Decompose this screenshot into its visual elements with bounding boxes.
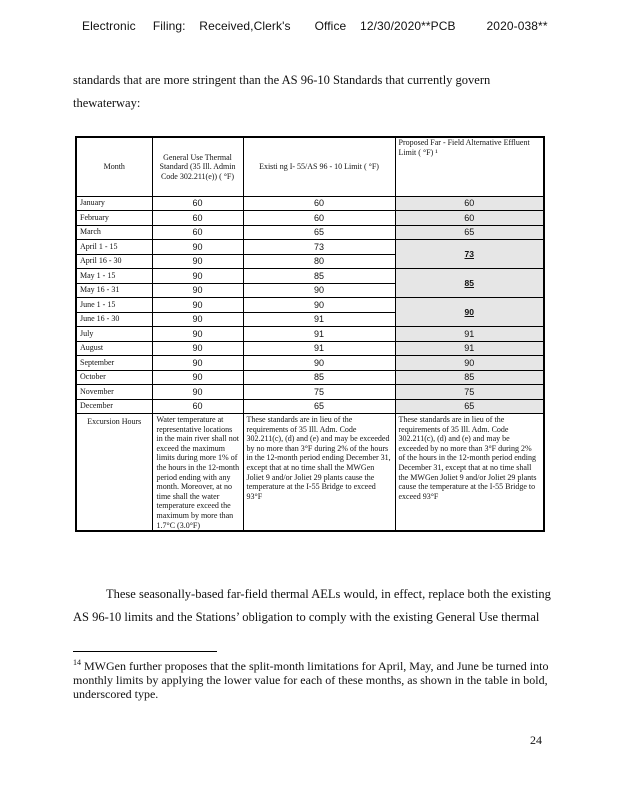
month-cell: November xyxy=(76,385,152,400)
month-cell: September xyxy=(76,356,152,371)
paragraph-top: standards that are more stringent than the AS 96-10 Standards that currently govern thewaterway: xyxy=(73,73,491,110)
header-general-use: General Use Thermal Standard (35 Ill. Admin Code 302.211(e)) ( °F) xyxy=(152,137,243,196)
proposed-cell: 75 xyxy=(395,385,544,400)
general-use-cell: 90 xyxy=(152,269,243,284)
table-row xyxy=(76,356,544,371)
general-use-cell: 90 xyxy=(152,283,243,298)
existing-cell: 85 xyxy=(243,269,395,284)
excursion-row xyxy=(76,414,544,532)
general-use-cell: 90 xyxy=(152,254,243,269)
month-cell: May 16 - 31 xyxy=(76,283,152,298)
table-row xyxy=(76,327,544,342)
footnote-text: MWGen further proposes that the split-month limitations for April, May, and June be turned into monthly limits by applying the lower value for each of these months, as shown in the table in bold, underscored type. xyxy=(73,659,549,701)
month-cell: May 1 - 15 xyxy=(76,269,152,284)
proposed-cell: 91 xyxy=(395,327,544,342)
table-row xyxy=(76,298,544,313)
existing-cell: 65 xyxy=(243,399,395,414)
general-use-cell: 60 xyxy=(152,211,243,226)
table-row xyxy=(76,240,544,255)
general-use-cell: 90 xyxy=(152,312,243,327)
header-month: Month xyxy=(76,137,152,196)
proposed-cell-june: 90 xyxy=(395,298,544,327)
existing-cell: 60 xyxy=(243,196,395,211)
existing-cell: 85 xyxy=(243,370,395,385)
proposed-cell-may: 85 xyxy=(395,269,544,298)
general-use-cell: 90 xyxy=(152,341,243,356)
general-use-cell: 90 xyxy=(152,370,243,385)
existing-cell: 91 xyxy=(243,327,395,342)
month-cell: January xyxy=(76,196,152,211)
month-cell: March xyxy=(76,225,152,240)
general-use-cell: 90 xyxy=(152,356,243,371)
proposed-cell: 90 xyxy=(395,356,544,371)
proposed-cell: 91 xyxy=(395,341,544,356)
month-cell: June 16 - 30 xyxy=(76,312,152,327)
general-use-cell: 60 xyxy=(152,225,243,240)
proposed-cell: 85 xyxy=(395,370,544,385)
excursion-general-use: Water temperature at representative locations in the main river shall not exceed the maximum limits during more 1% of the hours in the 12-month period ending with any month. Moreover, at no time shall the water temperature exceed the maximum by more than 1.7°C (3.0°F) xyxy=(152,414,243,532)
general-use-cell: 90 xyxy=(152,240,243,255)
proposed-cell: 60 xyxy=(395,196,544,211)
header-proposed: Proposed Far - Field Alternative Effluent Limit ( °F) ¹ xyxy=(395,137,544,196)
table-row xyxy=(76,341,544,356)
header-existing: Existi ng I- 55/AS 96 - 10 Limit ( °F) xyxy=(243,137,395,196)
table-row xyxy=(76,385,544,400)
excursion-label: Excursion Hours xyxy=(76,414,152,532)
month-cell: April 1 - 15 xyxy=(76,240,152,255)
month-cell: October xyxy=(76,370,152,385)
existing-cell: 91 xyxy=(243,312,395,327)
general-use-cell: 90 xyxy=(152,385,243,400)
existing-cell: 65 xyxy=(243,225,395,240)
existing-cell: 60 xyxy=(243,211,395,226)
existing-cell: 75 xyxy=(243,385,395,400)
general-use-cell: 90 xyxy=(152,298,243,313)
existing-cell: 80 xyxy=(243,254,395,269)
table-header-row xyxy=(76,137,544,196)
existing-cell: 90 xyxy=(243,298,395,313)
paragraph-bottom: These seasonally-based far-field thermal AELs would, in effect, replace both the existing AS 96-10 limits and the Stations’ obligation to comply with the existing General Use thermal xyxy=(73,587,551,624)
table-row xyxy=(76,196,544,211)
table-row xyxy=(76,399,544,414)
proposed-cell: 65 xyxy=(395,399,544,414)
filing-header: Electronic Filing: Received,Clerk's Office 12/30/2020**PCB 2020-038** xyxy=(82,19,548,33)
month-cell: August xyxy=(76,341,152,356)
excursion-proposed: These standards are in lieu of the requirements of 35 Ill. Adm. Code 302.211(c), (d) and (e) and may be exceeded by no more than 3°F during 2% of the hours in the 12-month period ending December 31, except that at no time shall the MWGen Joliet 9 and/or Joliet 29 plants cause the temperature at the I-55 Bridge to exceed 93°F xyxy=(395,414,544,532)
general-use-cell: 60 xyxy=(152,399,243,414)
month-cell: February xyxy=(76,211,152,226)
general-use-cell: 60 xyxy=(152,196,243,211)
existing-cell: 90 xyxy=(243,283,395,298)
general-use-cell: 90 xyxy=(152,327,243,342)
existing-cell: 73 xyxy=(243,240,395,255)
thermal-limits-table xyxy=(75,136,545,532)
proposed-cell-april: 73 xyxy=(395,240,544,269)
month-cell: June 1 - 15 xyxy=(76,298,152,313)
footnote-divider xyxy=(73,651,217,652)
footnote-number: 14 xyxy=(73,658,81,667)
excursion-existing: These standards are in lieu of the requirements of 35 Ill. Adm. Code 302.211(c), (d) and (e) and may be exceeded by no more than 3°F during 2% of the hours in the 12-month period ending December 31, except that at no time shall the MWGen Joliet 9 and/or Joliet 29 plants cause the temperature at the I-55 Bridge to exceed 93°F xyxy=(243,414,395,532)
month-cell: December xyxy=(76,399,152,414)
proposed-cell: 60 xyxy=(395,211,544,226)
existing-cell: 91 xyxy=(243,341,395,356)
table-row xyxy=(76,370,544,385)
table-row xyxy=(76,211,544,226)
proposed-cell: 65 xyxy=(395,225,544,240)
page-number: 24 xyxy=(530,733,542,747)
table-row xyxy=(76,225,544,240)
table-row xyxy=(76,269,544,284)
footnote xyxy=(73,656,553,701)
month-cell: July xyxy=(76,327,152,342)
existing-cell: 90 xyxy=(243,356,395,371)
month-cell: April 16 - 30 xyxy=(76,254,152,269)
